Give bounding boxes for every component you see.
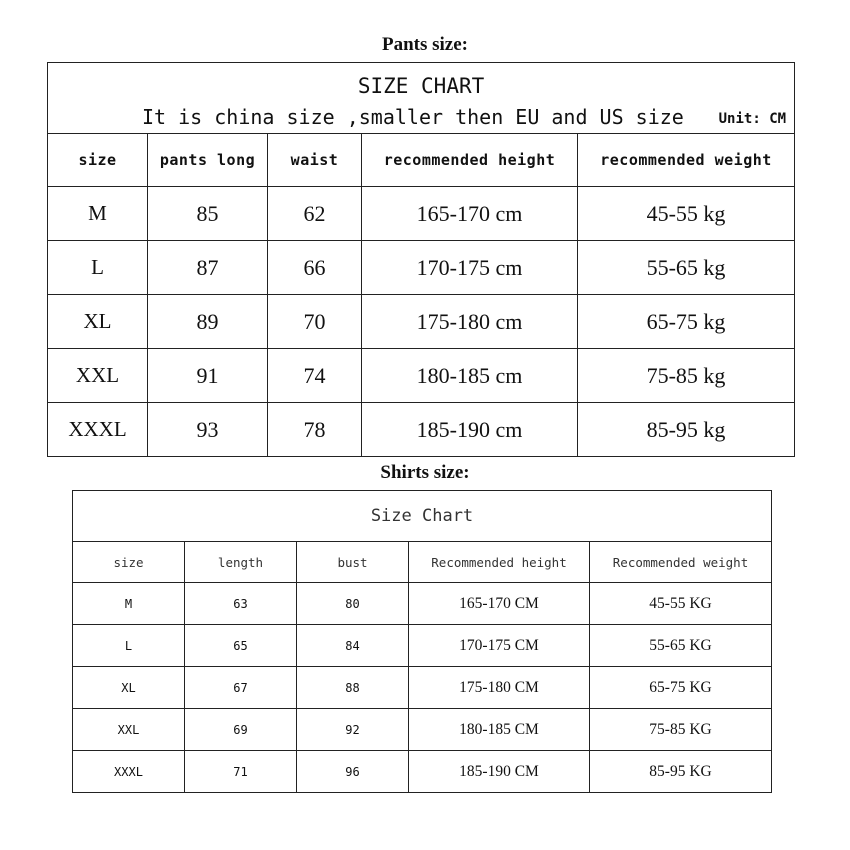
pants-size-table bbox=[47, 62, 795, 457]
waist-cell: 78 bbox=[268, 403, 362, 457]
pants-header-row bbox=[48, 134, 795, 187]
size-cell: XL bbox=[48, 295, 148, 349]
size-cell: XXXL bbox=[48, 403, 148, 457]
pants-long-cell: 85 bbox=[148, 187, 268, 241]
length-cell: 63 bbox=[185, 583, 297, 625]
table-row bbox=[48, 349, 795, 403]
pants-long-cell: 93 bbox=[148, 403, 268, 457]
waist-cell: 66 bbox=[268, 241, 362, 295]
height-cell: 175-180 CM bbox=[409, 667, 590, 709]
weight-cell: 55-65 KG bbox=[590, 625, 772, 667]
weight-cell: 55-65 kg bbox=[578, 241, 795, 295]
height-cell: 175-180 cm bbox=[362, 295, 578, 349]
shirts-column-header: Recommended height bbox=[409, 542, 590, 583]
height-cell: 180-185 CM bbox=[409, 709, 590, 751]
size-cell: XXL bbox=[48, 349, 148, 403]
size-cell: XXL bbox=[73, 709, 185, 751]
height-cell: 165-170 cm bbox=[362, 187, 578, 241]
table-row bbox=[48, 187, 795, 241]
shirts-header-row bbox=[73, 542, 772, 583]
table-row bbox=[73, 709, 772, 751]
waist-cell: 70 bbox=[268, 295, 362, 349]
waist-cell: 62 bbox=[268, 187, 362, 241]
table-row bbox=[73, 625, 772, 667]
bust-cell: 88 bbox=[297, 667, 409, 709]
table-row bbox=[48, 295, 795, 349]
size-cell: XL bbox=[73, 667, 185, 709]
pants-column-header: recommended weight bbox=[578, 134, 795, 187]
size-cell: XXXL bbox=[73, 751, 185, 793]
height-cell: 170-175 cm bbox=[362, 241, 578, 295]
size-cell: M bbox=[48, 187, 148, 241]
shirts-column-header: length bbox=[185, 542, 297, 583]
pants-chart-header bbox=[48, 63, 795, 134]
waist-cell: 74 bbox=[268, 349, 362, 403]
pants-column-header: pants long bbox=[148, 134, 268, 187]
length-cell: 65 bbox=[185, 625, 297, 667]
length-cell: 69 bbox=[185, 709, 297, 751]
bust-cell: 84 bbox=[297, 625, 409, 667]
weight-cell: 65-75 kg bbox=[578, 295, 795, 349]
table-row bbox=[48, 241, 795, 295]
pants-long-cell: 87 bbox=[148, 241, 268, 295]
weight-cell: 75-85 KG bbox=[590, 709, 772, 751]
weight-cell: 85-95 KG bbox=[590, 751, 772, 793]
weight-cell: 65-75 KG bbox=[590, 667, 772, 709]
table-row bbox=[73, 751, 772, 793]
table-row bbox=[73, 667, 772, 709]
pants-chart-note: It is china size ,smaller then EU and US size bbox=[142, 105, 684, 129]
length-cell: 71 bbox=[185, 751, 297, 793]
height-cell: 185-190 cm bbox=[362, 403, 578, 457]
pants-long-cell: 89 bbox=[148, 295, 268, 349]
shirts-column-header: size bbox=[73, 542, 185, 583]
pants-unit-label: Unit: CM bbox=[718, 111, 787, 127]
height-cell: 180-185 cm bbox=[362, 349, 578, 403]
weight-cell: 75-85 kg bbox=[578, 349, 795, 403]
height-cell: 170-175 CM bbox=[409, 625, 590, 667]
pants-chart-title: SIZE CHART bbox=[357, 74, 485, 98]
size-cell: M bbox=[73, 583, 185, 625]
shirts-size-table bbox=[72, 490, 772, 793]
size-cell: L bbox=[73, 625, 185, 667]
shirts-column-header: Recommended weight bbox=[590, 542, 772, 583]
height-cell: 185-190 CM bbox=[409, 751, 590, 793]
length-cell: 67 bbox=[185, 667, 297, 709]
weight-cell: 85-95 kg bbox=[578, 403, 795, 457]
table-row bbox=[48, 403, 795, 457]
bust-cell: 96 bbox=[297, 751, 409, 793]
pants-column-header: size bbox=[48, 134, 148, 187]
shirts-chart-title: Size Chart bbox=[73, 491, 772, 542]
table-row bbox=[73, 583, 772, 625]
pants-column-header: waist bbox=[268, 134, 362, 187]
bust-cell: 80 bbox=[297, 583, 409, 625]
bust-cell: 92 bbox=[297, 709, 409, 751]
pants-section-title: Pants size: bbox=[381, 34, 468, 55]
shirts-column-header: bust bbox=[297, 542, 409, 583]
height-cell: 165-170 CM bbox=[409, 583, 590, 625]
weight-cell: 45-55 kg bbox=[578, 187, 795, 241]
pants-column-header: recommended height bbox=[362, 134, 578, 187]
size-cell: L bbox=[48, 241, 148, 295]
shirts-section-title: Shirts size: bbox=[380, 462, 470, 483]
pants-long-cell: 91 bbox=[148, 349, 268, 403]
weight-cell: 45-55 KG bbox=[590, 583, 772, 625]
